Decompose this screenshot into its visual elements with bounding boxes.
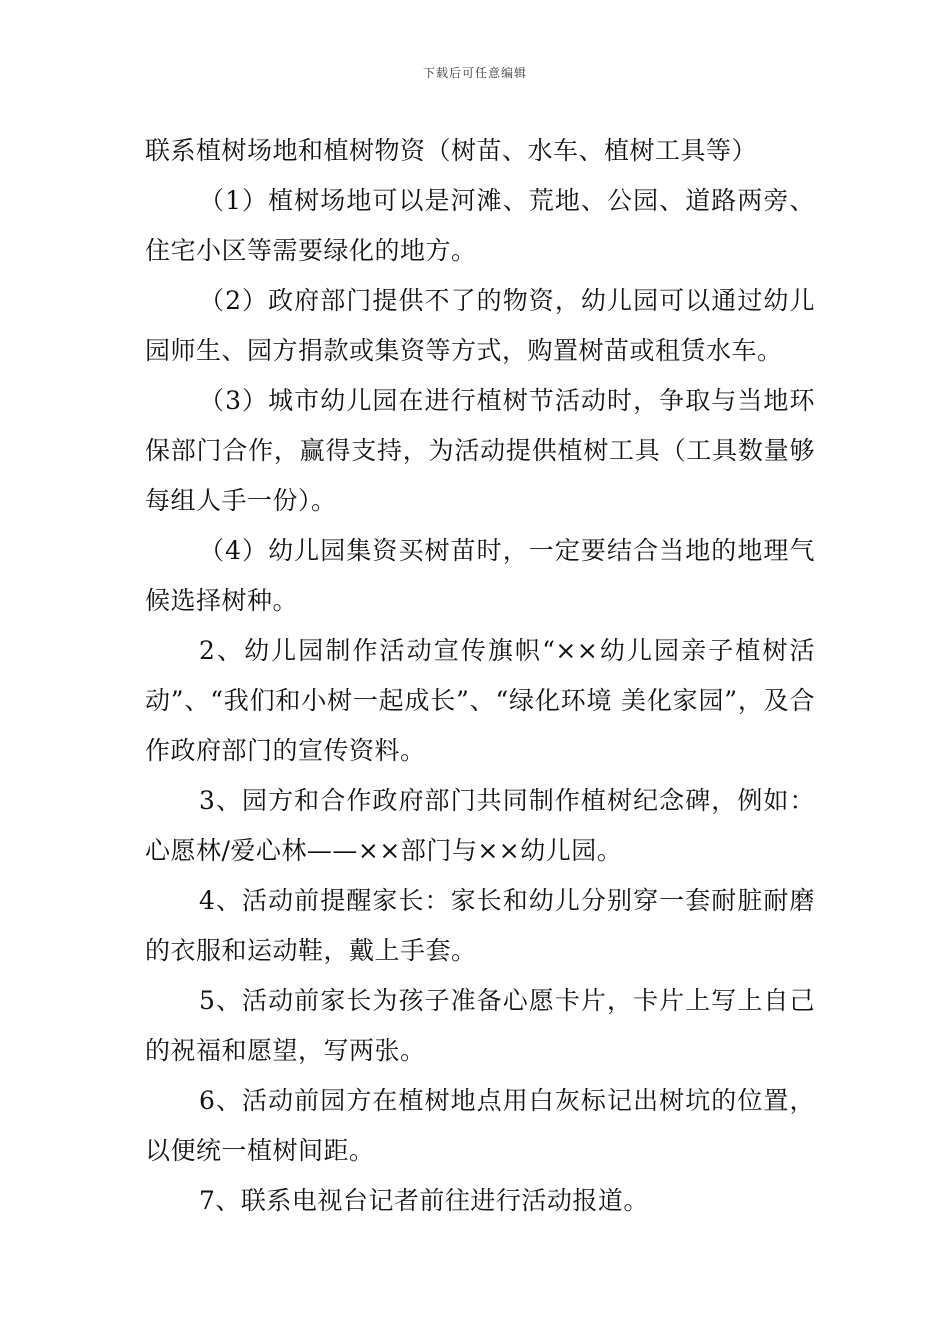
paragraph-step-3-monument: 3、园方和合作政府部门共同制作植树纪念碑，例如：心愿林/爱心林——××部门与××幼儿园。 bbox=[145, 786, 815, 865]
paragraph-step-2-banners: 2、幼儿园制作活动宣传旗帜“××幼儿园亲子植树活动”、“我们和小树一起成长”、“绿化环境 美化家园”，及合作政府部门的宣传资料。 bbox=[145, 636, 815, 765]
paragraph-item-4-species: （4）幼儿园集资买树苗时，一定要结合当地的地理气候选择树种。 bbox=[145, 536, 815, 615]
page-header-note: 下载后可任意编辑 bbox=[422, 66, 527, 80]
document-body bbox=[145, 126, 815, 1226]
paragraph-step-7-press: 7、联系电视台记者前往进行活动报道。 bbox=[199, 1186, 649, 1215]
paragraph-step-5-wish-cards: 5、活动前家长为孩子准备心愿卡片，卡片上写上自己的祝福和愿望，写两张。 bbox=[145, 986, 815, 1065]
paragraph-item-3-cooperation: （3）城市幼儿园在进行植树节活动时，争取与当地环保部门合作，赢得支持，为活动提供植树工具（工具数量够每组人手一份）。 bbox=[145, 386, 815, 515]
paragraph-step-4-clothing: 4、活动前提醒家长：家长和幼儿分别穿一套耐脏耐磨的衣服和运动鞋，戴上手套。 bbox=[145, 886, 815, 965]
paragraph-item-1-venue: （1）植树场地可以是河滩、荒地、公园、道路两旁、住宅小区等需要绿化的地方。 bbox=[145, 186, 815, 265]
paragraph-materials-intro: 联系植树场地和植树物资（树苗、水车、植树工具等） bbox=[145, 136, 758, 165]
paragraph-step-6-marking: 6、活动前园方在植树地点用白灰标记出树坑的位置，以便统一植树间距。 bbox=[145, 1086, 815, 1165]
paragraph-item-2-funding: （2）政府部门提供不了的物资，幼儿园可以通过幼儿园师生、园方捐款或集资等方式，购置树苗或租赁水车。 bbox=[145, 286, 815, 365]
